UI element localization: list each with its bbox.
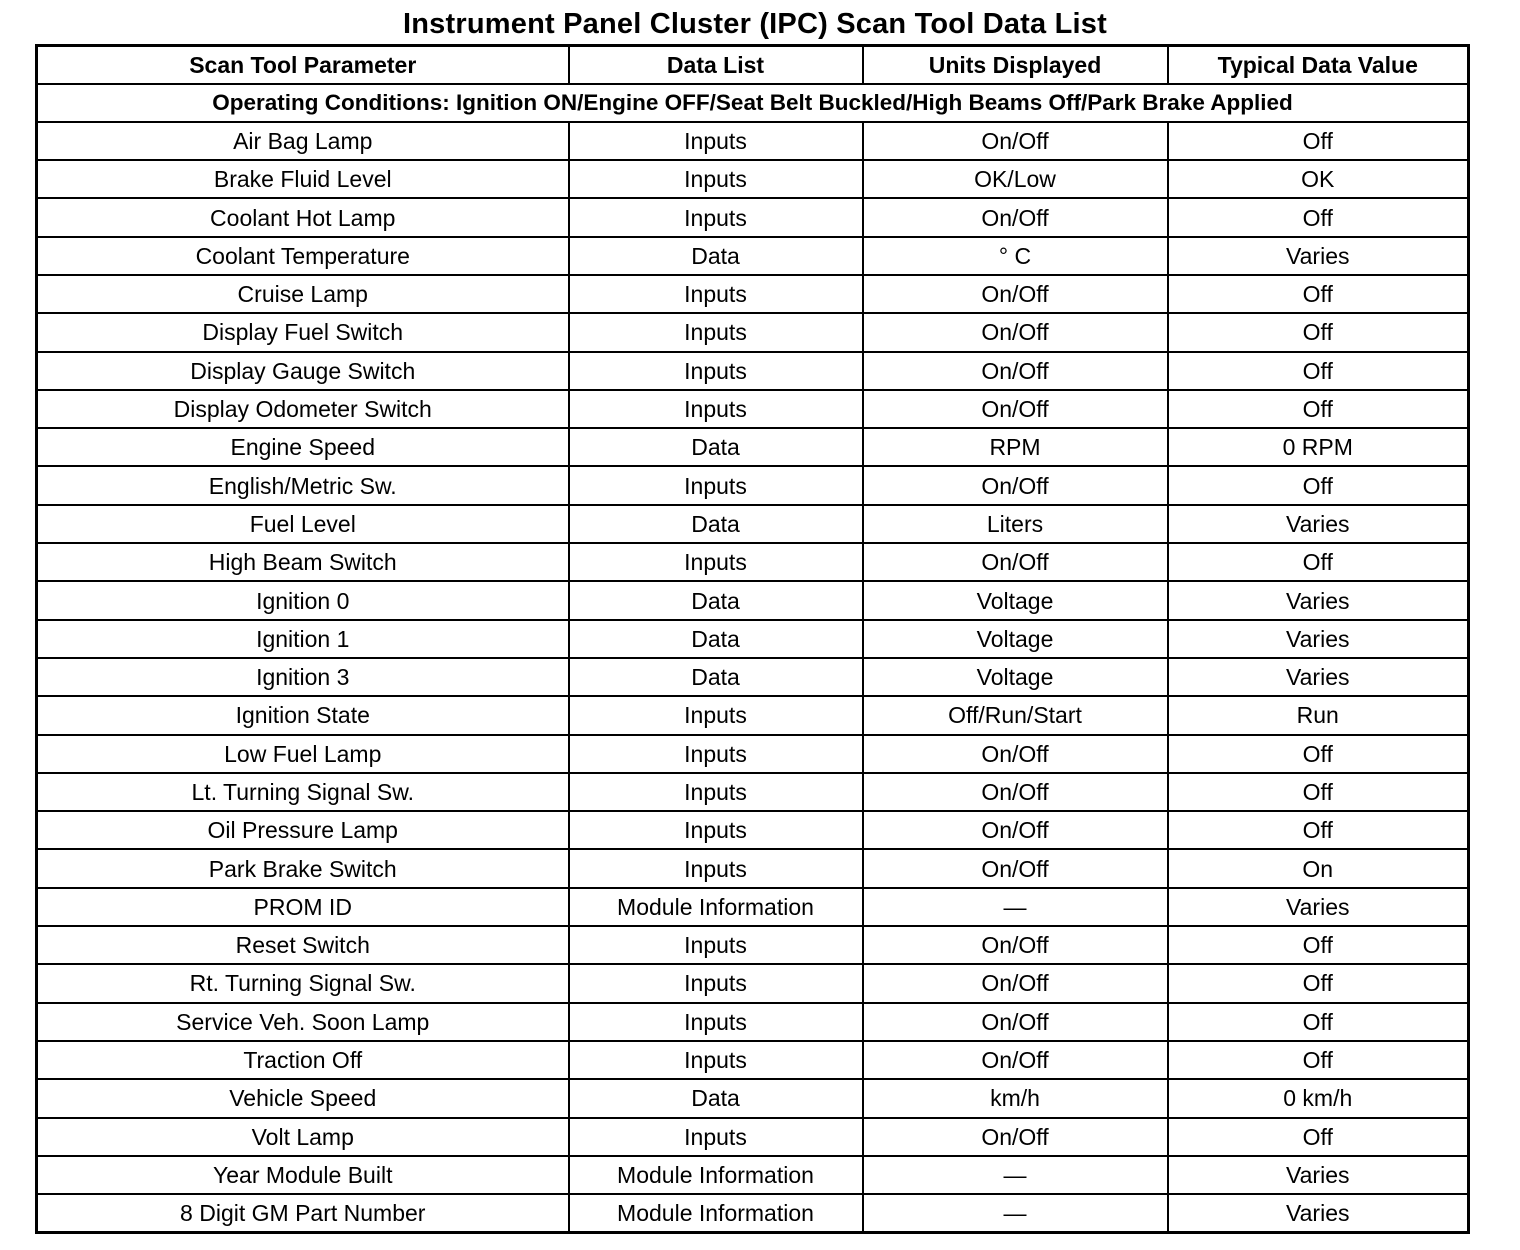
table-header-row	[37, 46, 1469, 84]
cell-data-list: Inputs	[569, 773, 863, 811]
cell-units: On/Off	[863, 543, 1168, 581]
cell-typical-value: Off	[1168, 926, 1469, 964]
cell-units: On/Off	[863, 1003, 1168, 1041]
column-header-units: Units Displayed	[863, 46, 1168, 84]
column-header-parameter: Scan Tool Parameter	[37, 46, 569, 84]
cell-parameter: English/Metric Sw.	[37, 466, 569, 504]
cell-units: On/Off	[863, 390, 1168, 428]
cell-typical-value: 0 km/h	[1168, 1079, 1469, 1117]
page-title: Instrument Panel Cluster (IPC) Scan Tool Data List	[403, 8, 1107, 40]
table-row	[37, 313, 1469, 351]
cell-data-list: Data	[569, 428, 863, 466]
cell-typical-value: Off	[1168, 1118, 1469, 1156]
cell-parameter: Fuel Level	[37, 505, 569, 543]
cell-typical-value: Run	[1168, 696, 1469, 734]
cell-typical-value: Varies	[1168, 505, 1469, 543]
cell-typical-value: Off	[1168, 543, 1469, 581]
cell-typical-value: Off	[1168, 313, 1469, 351]
cell-data-list: Inputs	[569, 466, 863, 504]
cell-data-list: Inputs	[569, 275, 863, 313]
table-row	[37, 543, 1469, 581]
cell-units: On/Off	[863, 964, 1168, 1002]
cell-typical-value: 0 RPM	[1168, 428, 1469, 466]
cell-typical-value: Off	[1168, 1041, 1469, 1079]
cell-data-list: Inputs	[569, 390, 863, 428]
cell-parameter: High Beam Switch	[37, 543, 569, 581]
cell-units: —	[863, 888, 1168, 926]
cell-parameter: Display Odometer Switch	[37, 390, 569, 428]
table-row	[37, 198, 1469, 236]
cell-data-list: Inputs	[569, 313, 863, 351]
cell-data-list: Inputs	[569, 198, 863, 236]
cell-typical-value: Off	[1168, 198, 1469, 236]
cell-data-list: Data	[569, 1079, 863, 1117]
cell-parameter: Display Gauge Switch	[37, 352, 569, 390]
cell-data-list: Inputs	[569, 964, 863, 1002]
cell-typical-value: Varies	[1168, 581, 1469, 619]
table-row	[37, 581, 1469, 619]
table-row	[37, 505, 1469, 543]
cell-data-list: Module Information	[569, 1194, 863, 1232]
cell-parameter: Ignition 0	[37, 581, 569, 619]
table-row	[37, 964, 1469, 1002]
cell-parameter: Park Brake Switch	[37, 849, 569, 887]
cell-data-list: Inputs	[569, 1041, 863, 1079]
table-row	[37, 466, 1469, 504]
cell-typical-value: On	[1168, 849, 1469, 887]
cell-units: On/Off	[863, 466, 1168, 504]
cell-units: On/Off	[863, 275, 1168, 313]
cell-typical-value: Varies	[1168, 1194, 1469, 1232]
table-row	[37, 696, 1469, 734]
cell-parameter: Traction Off	[37, 1041, 569, 1079]
table-row	[37, 237, 1469, 275]
cell-data-list: Data	[569, 658, 863, 696]
cell-units: ° C	[863, 237, 1168, 275]
table-row	[37, 122, 1469, 160]
table-row	[37, 658, 1469, 696]
cell-units: km/h	[863, 1079, 1168, 1117]
cell-units: On/Off	[863, 122, 1168, 160]
cell-data-list: Data	[569, 620, 863, 658]
table-row	[37, 1041, 1469, 1079]
cell-parameter: Display Fuel Switch	[37, 313, 569, 351]
cell-units: On/Off	[863, 198, 1168, 236]
table-row	[37, 1003, 1469, 1041]
cell-typical-value: Varies	[1168, 237, 1469, 275]
cell-parameter: Coolant Hot Lamp	[37, 198, 569, 236]
cell-typical-value: Off	[1168, 352, 1469, 390]
cell-units: On/Off	[863, 773, 1168, 811]
table-row	[37, 849, 1469, 887]
cell-parameter: Ignition State	[37, 696, 569, 734]
table-row	[37, 1156, 1469, 1194]
column-header-data-list: Data List	[569, 46, 863, 84]
column-header-typical-value: Typical Data Value	[1168, 46, 1469, 84]
cell-data-list: Inputs	[569, 811, 863, 849]
cell-typical-value: OK	[1168, 160, 1469, 198]
cell-units: On/Off	[863, 1041, 1168, 1079]
cell-typical-value: Varies	[1168, 1156, 1469, 1194]
cell-units: On/Off	[863, 849, 1168, 887]
table-row	[37, 1118, 1469, 1156]
cell-parameter: Rt. Turning Signal Sw.	[37, 964, 569, 1002]
scan-tool-data-table	[35, 44, 1470, 1234]
cell-units: On/Off	[863, 1118, 1168, 1156]
table-row	[37, 160, 1469, 198]
cell-parameter: Vehicle Speed	[37, 1079, 569, 1117]
table-row	[37, 275, 1469, 313]
cell-units: On/Off	[863, 926, 1168, 964]
cell-data-list: Inputs	[569, 1003, 863, 1041]
cell-parameter: Ignition 1	[37, 620, 569, 658]
cell-typical-value: Off	[1168, 773, 1469, 811]
cell-typical-value: Varies	[1168, 888, 1469, 926]
cell-data-list: Inputs	[569, 849, 863, 887]
table-body	[37, 84, 1469, 1233]
cell-typical-value: Varies	[1168, 658, 1469, 696]
cell-data-list: Inputs	[569, 696, 863, 734]
cell-parameter: Engine Speed	[37, 428, 569, 466]
cell-units: On/Off	[863, 313, 1168, 351]
cell-parameter: Ignition 3	[37, 658, 569, 696]
cell-data-list: Inputs	[569, 543, 863, 581]
cell-parameter: 8 Digit GM Part Number	[37, 1194, 569, 1232]
cell-typical-value: Off	[1168, 390, 1469, 428]
cell-units: Voltage	[863, 581, 1168, 619]
cell-data-list: Data	[569, 237, 863, 275]
cell-units: RPM	[863, 428, 1168, 466]
cell-data-list: Module Information	[569, 888, 863, 926]
cell-data-list: Inputs	[569, 352, 863, 390]
cell-typical-value: Off	[1168, 964, 1469, 1002]
cell-units: Liters	[863, 505, 1168, 543]
cell-typical-value: Off	[1168, 811, 1469, 849]
cell-parameter: Cruise Lamp	[37, 275, 569, 313]
table-row	[37, 773, 1469, 811]
cell-parameter: Reset Switch	[37, 926, 569, 964]
cell-parameter: Brake Fluid Level	[37, 160, 569, 198]
cell-typical-value: Off	[1168, 1003, 1469, 1041]
table-row	[37, 390, 1469, 428]
table-row	[37, 620, 1469, 658]
cell-units: Off/Run/Start	[863, 696, 1168, 734]
cell-parameter: PROM ID	[37, 888, 569, 926]
table-row	[37, 735, 1469, 773]
table-row	[37, 1194, 1469, 1232]
cell-data-list: Data	[569, 581, 863, 619]
table-row	[37, 1079, 1469, 1117]
cell-data-list: Inputs	[569, 160, 863, 198]
cell-data-list: Module Information	[569, 1156, 863, 1194]
table-row	[37, 428, 1469, 466]
cell-data-list: Data	[569, 505, 863, 543]
table-row	[37, 888, 1469, 926]
cell-units: Voltage	[863, 620, 1168, 658]
table-row	[37, 352, 1469, 390]
cell-data-list: Inputs	[569, 1118, 863, 1156]
cell-parameter: Coolant Temperature	[37, 237, 569, 275]
cell-parameter: Year Module Built	[37, 1156, 569, 1194]
cell-parameter: Lt. Turning Signal Sw.	[37, 773, 569, 811]
cell-parameter: Oil Pressure Lamp	[37, 811, 569, 849]
table-row	[37, 926, 1469, 964]
operating-conditions: Operating Conditions: Ignition ON/Engine OFF/Seat Belt Buckled/High Beams Off/Park Brake Applied	[37, 84, 1469, 122]
cell-units: On/Off	[863, 735, 1168, 773]
cell-typical-value: Off	[1168, 466, 1469, 504]
cell-data-list: Inputs	[569, 122, 863, 160]
operating-conditions-row	[37, 84, 1469, 122]
cell-units: OK/Low	[863, 160, 1168, 198]
cell-typical-value: Off	[1168, 122, 1469, 160]
cell-units: On/Off	[863, 352, 1168, 390]
cell-parameter: Low Fuel Lamp	[37, 735, 569, 773]
cell-units: On/Off	[863, 811, 1168, 849]
table-row	[37, 811, 1469, 849]
cell-units: Voltage	[863, 658, 1168, 696]
cell-parameter: Service Veh. Soon Lamp	[37, 1003, 569, 1041]
cell-typical-value: Off	[1168, 735, 1469, 773]
cell-typical-value: Off	[1168, 275, 1469, 313]
cell-parameter: Volt Lamp	[37, 1118, 569, 1156]
cell-units: —	[863, 1156, 1168, 1194]
cell-parameter: Air Bag Lamp	[37, 122, 569, 160]
cell-data-list: Inputs	[569, 926, 863, 964]
cell-typical-value: Varies	[1168, 620, 1469, 658]
cell-data-list: Inputs	[569, 735, 863, 773]
cell-units: —	[863, 1194, 1168, 1232]
